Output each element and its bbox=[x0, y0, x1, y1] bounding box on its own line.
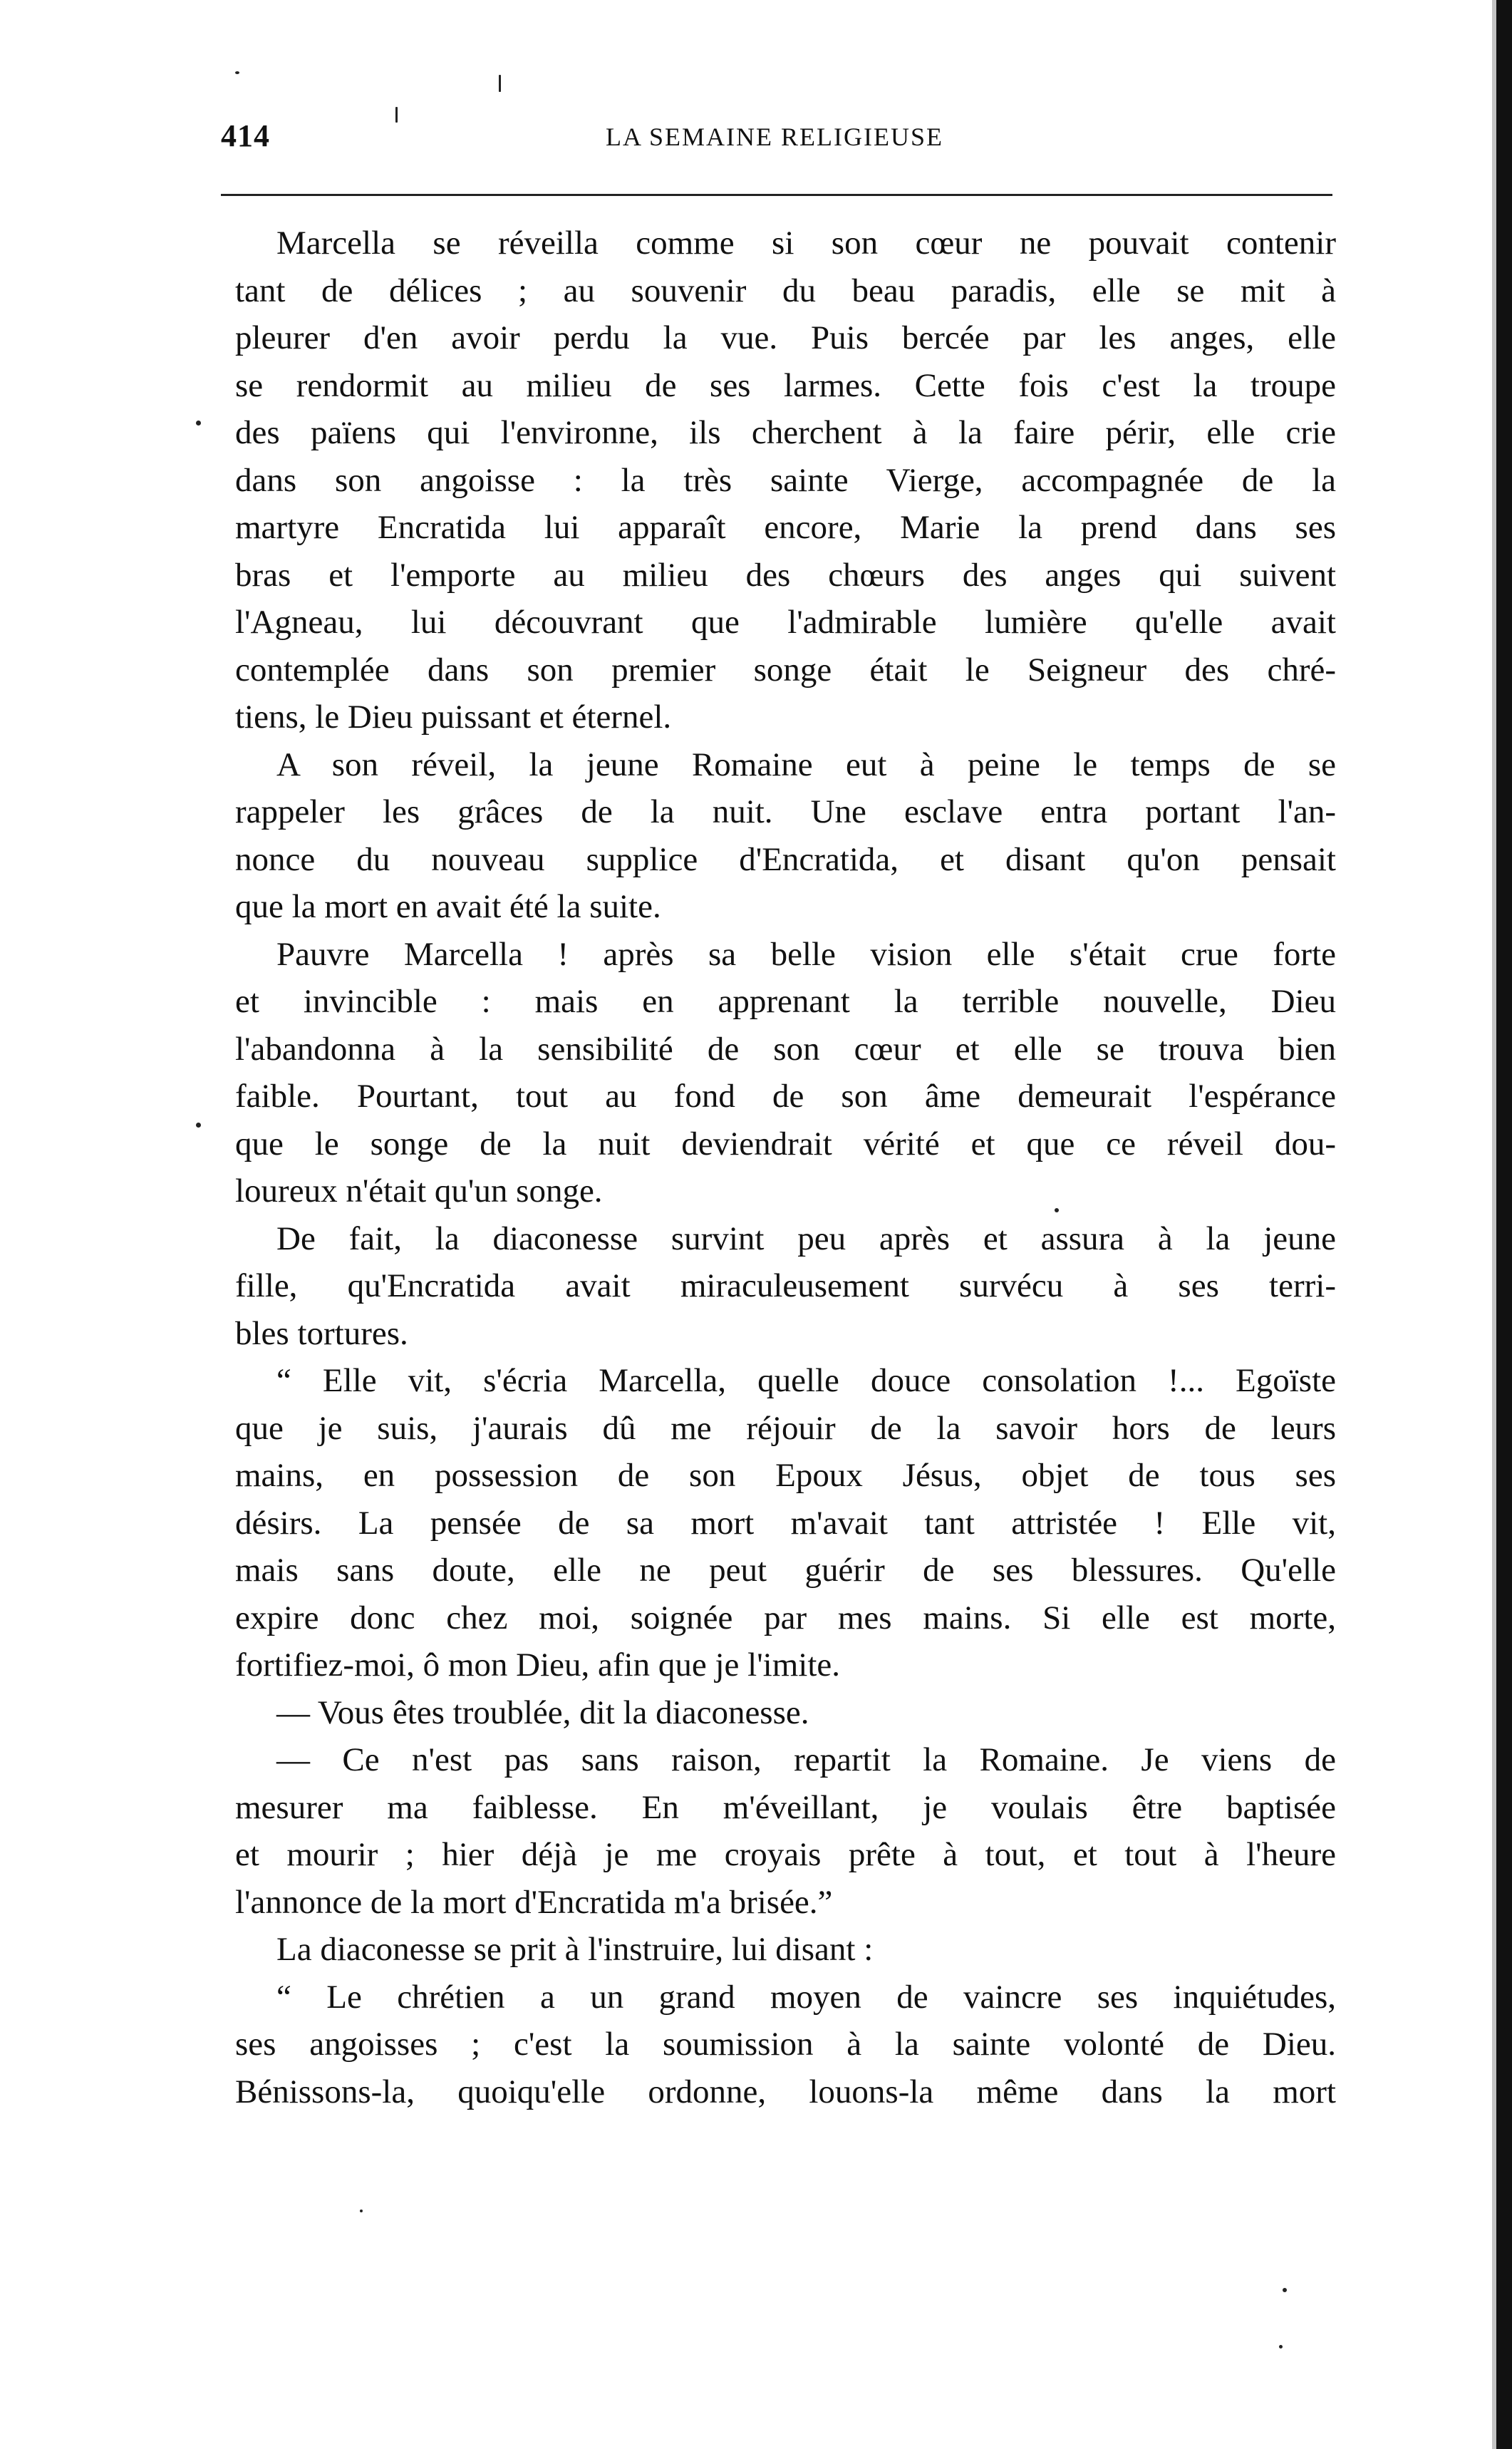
text-line: Pauvre Marcella ! après sa belle vision elle s'était crue forte bbox=[276, 935, 1336, 973]
text-line: désirs. La pensée de sa mort m'avait tant attristée ! Elle vit, bbox=[235, 1504, 1336, 1542]
text-line: bras et l'emporte au milieu des chœurs des anges qui suivent bbox=[235, 556, 1336, 594]
text-line: bles tortures. bbox=[235, 1314, 408, 1352]
text-line: l'annonce de la mort d'Encratida m'a brisée.” bbox=[235, 1883, 833, 1921]
text-line: Marcella se réveilla comme si son cœur ne pouvait contenir bbox=[276, 225, 1336, 262]
scan-speck bbox=[1283, 2288, 1287, 2292]
text-line: “ Elle vit, s'écria Marcella, quelle douce consolation !... Egoïste bbox=[276, 1362, 1336, 1399]
running-title: LA SEMAINE RELIGIEUSE bbox=[606, 123, 943, 151]
page-edge-gradient bbox=[1492, 0, 1496, 2449]
text-line: contemplée dans son premier songe était le Seigneur des chré- bbox=[235, 651, 1336, 689]
text-line: rappeler les grâces de la nuit. Une esclave entra portant l'an- bbox=[235, 793, 1336, 830]
text-line: mesurer ma faiblesse. En m'éveillant, je voulais être baptisée bbox=[235, 1788, 1336, 1826]
text-line: mais sans doute, elle ne peut guérir de ses blessures. Qu'elle bbox=[235, 1552, 1336, 1589]
text-line: que je suis, j'aurais dû me réjouir de la savoir hors de leurs bbox=[235, 1409, 1336, 1447]
text-line: que le songe de la nuit deviendrait vérité et que ce réveil dou- bbox=[235, 1125, 1336, 1162]
text-line: se rendormit au milieu de ses larmes. Cette fois c'est la troupe bbox=[235, 366, 1336, 404]
text-line: fortifiez-moi, ô mon Dieu, afin que je l'imite. bbox=[235, 1646, 841, 1684]
text-line: — Vous êtes troublée, dit la diaconesse. bbox=[276, 1693, 809, 1731]
page-edge-shadow bbox=[1496, 0, 1512, 2449]
text-line: mains, en possession de son Epoux Jésus, objet de tous ses bbox=[235, 1457, 1336, 1494]
text-line: pleurer d'en avoir perdu la vue. Puis bercée par les anges, elle bbox=[235, 319, 1336, 356]
scan-speck bbox=[1279, 2345, 1283, 2349]
text-line: faible. Pourtant, tout au fond de son âme demeurait l'espérance bbox=[235, 1078, 1336, 1115]
text-line: et mourir ; hier déjà je me croyais prête à tout, et tout à l'heure bbox=[235, 1836, 1336, 1873]
scan-speck bbox=[499, 75, 501, 92]
text-line: De fait, la diaconesse survint peu après et assura à la jeune bbox=[276, 1220, 1336, 1257]
scan-speck bbox=[1055, 1208, 1059, 1212]
text-line: et invincible : mais en apprenant la terrible nouvelle, Dieu bbox=[235, 983, 1336, 1020]
body-text bbox=[235, 220, 1336, 2115]
scan-speck bbox=[395, 107, 398, 123]
text-line: que la mort en avait été la suite. bbox=[235, 888, 661, 925]
text-line: loureux n'était qu'un songe. bbox=[235, 1172, 603, 1210]
text-line: l'Agneau, lui découvrant que l'admirable lumière qu'elle avait bbox=[235, 604, 1336, 641]
text-line: “ Le chrétien a un grand moyen de vaincre ses inquiétudes, bbox=[276, 1978, 1336, 2016]
scan-speck bbox=[196, 421, 201, 426]
text-line: tiens, le Dieu puissant et éternel. bbox=[235, 698, 672, 736]
scan-speck bbox=[235, 71, 239, 74]
text-line: martyre Encratida lui apparaît encore, Marie la prend dans ses bbox=[235, 509, 1336, 546]
text-line: La diaconesse se prit à l'instruire, lui disant : bbox=[276, 1931, 874, 1968]
page-number: 414 bbox=[221, 118, 270, 153]
text-line: A son réveil, la jeune Romaine eut à peine le temps de se bbox=[276, 746, 1336, 783]
text-line: tant de délices ; au souvenir du beau paradis, elle se mit à bbox=[235, 272, 1336, 309]
scan-speck bbox=[360, 2210, 363, 2212]
header-rule bbox=[221, 194, 1332, 196]
page-header bbox=[221, 118, 1340, 167]
text-line: fille, qu'Encratida avait miraculeusement survécu à ses terri- bbox=[235, 1267, 1336, 1304]
text-line: nonce du nouveau supplice d'Encratida, et disant qu'on pensait bbox=[235, 840, 1336, 878]
text-line: dans son angoisse : la très sainte Vierge, accompagnée de la bbox=[235, 461, 1336, 499]
text-line: — Ce n'est pas sans raison, repartit la Romaine. Je viens de bbox=[276, 1741, 1336, 1778]
text-line: expire donc chez moi, soignée par mes mains. Si elle est morte, bbox=[235, 1599, 1336, 1636]
scan-speck bbox=[196, 1123, 201, 1128]
text-line: l'abandonna à la sensibilité de son cœur et elle se trouva bien bbox=[235, 1030, 1336, 1068]
text-line: Bénissons-la, quoiqu'elle ordonne, louons-la même dans la mort bbox=[235, 2073, 1336, 2110]
text-line: des païens qui l'environne, ils cherchent à la faire périr, elle crie bbox=[235, 414, 1336, 451]
text-line: ses angoisses ; c'est la soumission à la sainte volonté de Dieu. bbox=[235, 2026, 1336, 2063]
